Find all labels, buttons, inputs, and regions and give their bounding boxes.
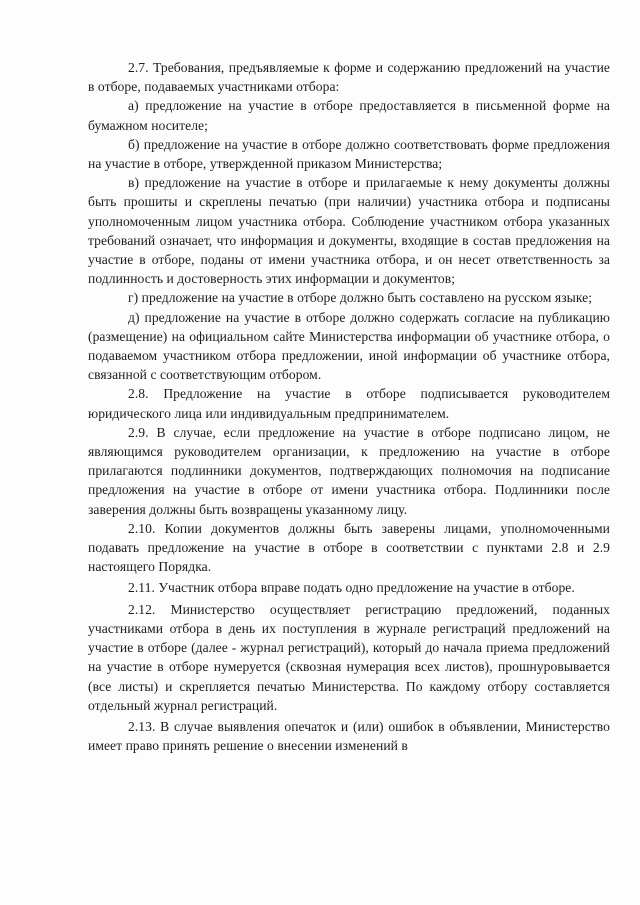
- paragraph-2-8: 2.8. Предложение на участие в отборе подписывается руководителем юридического лица или индивидуальным предпринимателем.: [88, 386, 610, 421]
- paragraph-2-11: 2.11. Участник отбора вправе подать одно предложение на участие в отборе.: [128, 580, 575, 596]
- paragraph-2-7-a: а) предложение на участие в отборе предоставляется в письменной форме на бумажном носителе;: [88, 98, 610, 133]
- paragraph-2-7-d: д) предложение на участие в отборе должно содержать согласие на публикацию (размещение) на официальном сайте Министерства информации об участнике отбора, о подаваемом участником отбора предложении, иной информации об участнике отбора, связанной с соответствующим отбором.: [88, 309, 610, 383]
- paragraph-2-7-v: в) предложение на участие в отборе и прилагаемые к нему документы должны быть прошиты и скреплены печатью (при наличии) участника отбора и подписаны уполномоченным лицом участника отбора. Соблюдение участником отбора указанных требований означает, что информация и документы, входящие в состав предложения на участие в отборе, поданы от имени участника отбора, и он несет ответственность за подлинность и достоверность этих информации и документов;: [88, 175, 610, 287]
- paragraph-2-9: 2.9. В случае, если предложение на участие в отборе подписано лицом, не являющимся руководителем организации, к предложению на участие в отборе прилагаются подлинники документов, подтверждающих полномочия на подписание предложения на участие в отборе от имени участника отбора. Подлинники после заверения должны быть возвращены указанному лицу.: [88, 424, 610, 517]
- paragraph-2-7: 2.7. Требования, предъявляемые к форме и содержанию предложений на участие в отборе, подаваемых участниками отбора:: [88, 60, 610, 95]
- paragraph-2-10: 2.10. Копии документов должны быть заверены лицами, уполномоченными подавать предложение на участие в отборе в соответствии с пунктами 2.8 и 2.9 настоящего Порядка.: [88, 520, 610, 575]
- paragraph-2-12: 2.12. Министерство осуществляет регистрацию предложений, поданных участниками отбора в день их поступления в журнале регистраций предложений на участие в отборе (далее - журнал регистраций), который до начала приема предложений на участие в отборе нумеруется (сквозная нумерация всех листов), прошнуровывается (все листы) и скрепляется печатью Министерства. По каждому отбору составляется отдельный журнал регистраций.: [88, 601, 610, 713]
- paragraph-2-7-g: г) предложение на участие в отборе должно быть составлено на русском языке;: [128, 290, 593, 306]
- paragraph-2-7-b: б) предложение на участие в отборе должно соответствовать форме предложения на участие в отборе, утвержденной приказом Министерства;: [88, 136, 610, 172]
- paragraph-2-13: 2.13. В случае выявления опечаток и (или) ошибок в объявлении, Министерство имеет право принять решение о внесении изменений в: [88, 718, 610, 754]
